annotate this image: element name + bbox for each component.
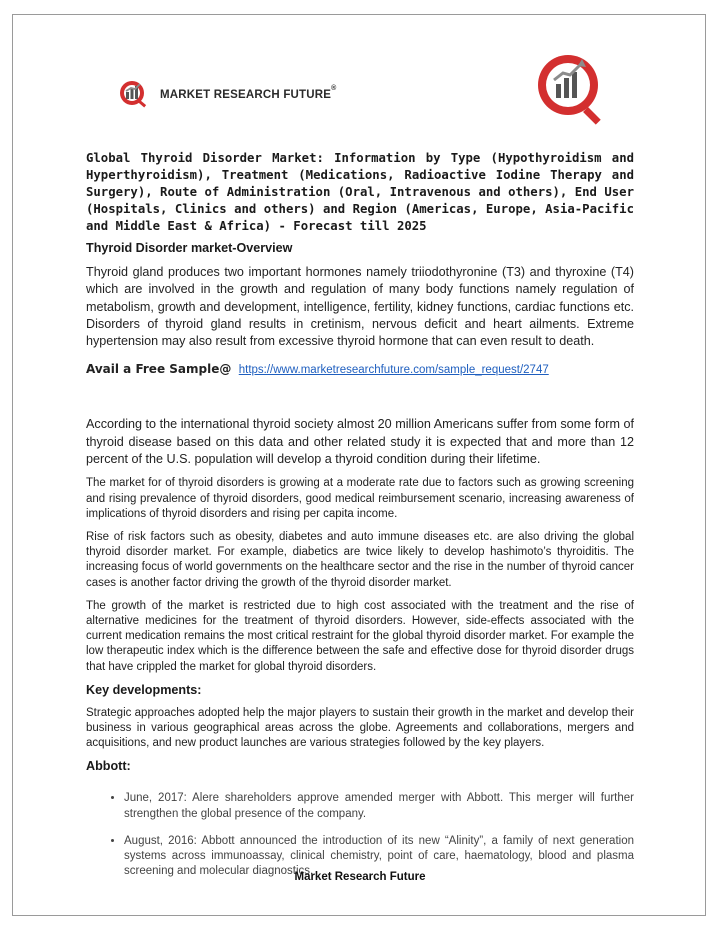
overview-paragraph-5: The growth of the market is restricted due to high cost associated with the treatment and the rise of alternative medicines for the treatment of thyroid disorders. However, side-effects associated with the current medication remains the most critical restraint for the global thyroid disorder market. For example the low therapeutic index which is the difference between the safe and effective dose for thyroid disorder drugs that have crippled the market for global thyroid disorders. — [86, 599, 634, 673]
developments-list — [86, 791, 634, 879]
developments-heading: Key developments: — [86, 682, 202, 697]
free-sample-link[interactable]: https://www.marketresearchfuture.com/sample_request/2747 — [238, 364, 549, 377]
overview-paragraph-4: Rise of risk factors such as obesity, diabetes and auto immune diseases etc. are also driving the global thyroid disorder market. For example, diabetics are twice likely to develop hashimoto’s thyroiditis. The increasing focus of world governments on the healthcare sector and the rise in the number of thyroid cancer cases is another factor driving the growth of the thyroid disorder market. — [86, 530, 634, 589]
free-sample-line — [86, 362, 634, 376]
overview-heading: Thyroid Disorder market-Overview — [86, 241, 293, 255]
document-title: Global Thyroid Disorder Market: Information by Type (Hypothyroidism and Hyperthyroidism), Treatment (Medications, Radioactive Iodine Therapy and Surgery), Route of Administration (Oral, Intravenous and others), End User (Hospitals, Clinics and others) and Region (Americas, Europe, Asia-Pacific and Middle East & Africa) - Forecast till 2025 — [86, 151, 634, 233]
brand-badge-icon — [530, 47, 615, 132]
overview-paragraph-2: According to the international thyroid society almost 20 million Americans suffer from some form of thyroid disease based on this data and other related study it is expected that and more than 12 percent of the U.S. population will develop a thyroid condition during their lifetime. — [86, 417, 634, 467]
brand-logo — [118, 78, 337, 108]
developments-paragraph: Strategic approaches adopted help the major players to sustain their growth in the market and develop their business in various geographical areas across the globe. Agreements and collaborations, mergers and acquisitions, and new product launches are various strategies followed by the key players. — [86, 706, 634, 750]
logo-text: MARKET RESEARCH FUTURE® — [160, 85, 337, 101]
free-sample-label: Avail a Free Sample@ — [86, 362, 232, 377]
list-item: • June, 2017: Alere shareholders approve amended merger with Abbott. This merger will further strengthen the global presence of the company. — [124, 791, 634, 821]
company-heading: Abbott: — [86, 759, 131, 774]
document-body — [86, 150, 634, 891]
list-item: • August, 2016: Abbott announced the introduction of its new “Alinity”, a family of next generation systems across immunoassay, clinical chemistry, point of care, haematology, blood and plasma screening and molecular diagnostics. — [124, 834, 634, 880]
overview-paragraph-1: Thyroid gland produces two important hormones namely triiodothyronine (T3) and thyroxine (T4) which are involved in the growth and regulation of many body functions namely regulation of metabolism, growth and development, intelligence, fertility, kidney functions, cardiac functions etc. Disorders of thyroid gland results in cretinism, nervous deficit and heart ailments. Extreme hypertension may also result from excessive thyroid hormone that can even result to death. — [86, 265, 634, 349]
overview-paragraph-3: The market for of thyroid disorders is growing at a moderate rate due to factors such as growing screening and rising prevalence of thyroid disorders, good medical reimbursement scenario, increasing awareness of implications of thyroid disorders and rising per capita income. — [86, 477, 634, 520]
logo-mark-icon — [118, 78, 156, 108]
page-footer: Market Research Future — [294, 871, 426, 883]
